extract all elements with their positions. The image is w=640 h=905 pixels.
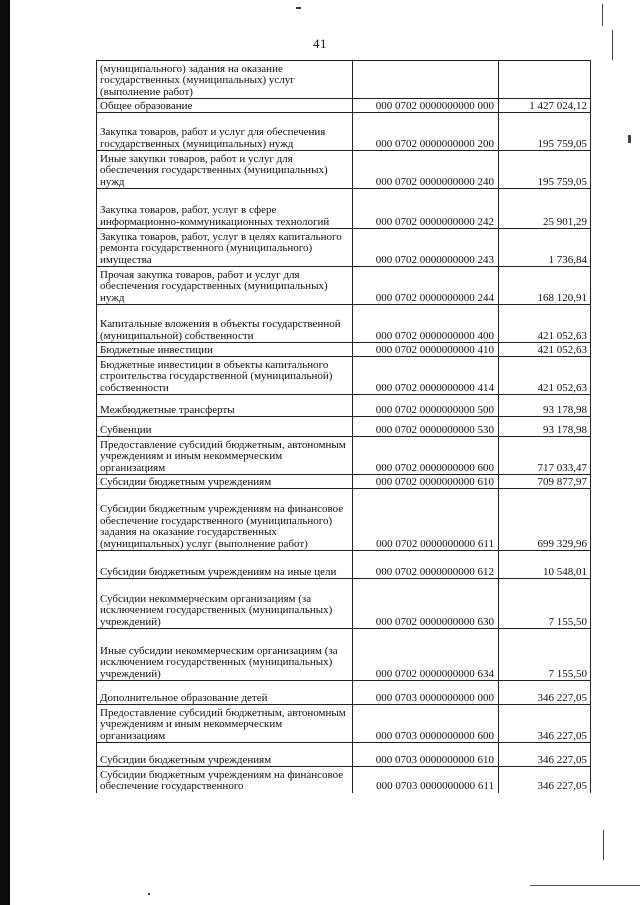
budget-code: 000 0702 0000000000 530 (353, 417, 499, 437)
budget-code: 000 0703 0000000000 611 (353, 767, 499, 793)
row-name: Субсидии бюджетным учреждениям на иные цели (97, 551, 353, 579)
row-amount: 421 052,63 (499, 357, 591, 395)
row-amount: 93 178,98 (499, 417, 591, 437)
row-amount: 346 227,05 (499, 743, 591, 767)
row-amount: 7 155,50 (499, 579, 591, 629)
row-name: Закупка товаров, работ, услуг в сфере информационно-коммуникационных технологий (97, 189, 353, 229)
table-row (97, 489, 591, 551)
row-amount: 709 877,97 (499, 475, 591, 489)
table-row (97, 61, 591, 99)
table-row (97, 395, 591, 417)
budget-code: 000 0702 0000000000 500 (353, 395, 499, 417)
row-name: Предоставление субсидий бюджетным, автономным учреждениям и иным некоммерческим организациям (97, 705, 353, 743)
row-name: Субсидии бюджетным учреждениям на финансовое обеспечение государственного (муниципального) задания на оказание государственных (муниципальных) услуг (выполнение работ) (97, 489, 353, 551)
budget-code: 000 0702 0000000000 600 (353, 437, 499, 475)
row-name: Бюджетные инвестиции (97, 343, 353, 357)
row-name: Иные закупки товаров, работ и услуг для обеспечения государственных (муниципальных) нужд (97, 151, 353, 189)
row-amount: 717 033,47 (499, 437, 591, 475)
row-name: Предоставление субсидий бюджетным, автономным учреждениям и иным некоммерческим организациям (97, 437, 353, 475)
row-amount: 346 227,05 (499, 681, 591, 705)
budget-code: 000 0702 0000000000 240 (353, 151, 499, 189)
row-amount: 195 759,05 (499, 151, 591, 189)
budget-code: 000 0702 0000000000 000 (353, 99, 499, 113)
budget-code: 000 0703 0000000000 610 (353, 743, 499, 767)
budget-code: 000 0702 0000000000 611 (353, 489, 499, 551)
row-amount: 346 227,05 (499, 705, 591, 743)
table-row (97, 629, 591, 681)
row-name: Иные субсидии некоммерческим организациям (за исключением государственных (муниципальных) учреждений) (97, 629, 353, 681)
table-row (97, 437, 591, 475)
row-name: (муниципального) задания на оказание государственных (муниципальных) услуг (выполнение работ) (97, 61, 353, 99)
row-name: Закупка товаров, работ, услуг в целях капитального ремонта государственного (муниципального) имущества (97, 229, 353, 267)
row-name: Субсидии бюджетным учреждениям на финансовое обеспечение государственного (97, 767, 353, 793)
row-name: Субсидии бюджетным учреждениям (97, 743, 353, 767)
budget-code: 000 0703 0000000000 000 (353, 681, 499, 705)
budget-code: 000 0702 0000000000 410 (353, 343, 499, 357)
row-amount: 421 052,63 (499, 305, 591, 343)
table-row (97, 305, 591, 343)
budget-code: 000 0702 0000000000 630 (353, 579, 499, 629)
row-amount: 25 901,29 (499, 189, 591, 229)
row-name: Субсидии бюджетным учреждениям (97, 475, 353, 489)
row-name: Общее образование (97, 99, 353, 113)
budget-code: 000 0702 0000000000 610 (353, 475, 499, 489)
row-amount: 421 052,63 (499, 343, 591, 357)
row-amount: 346 227,05 (499, 767, 591, 793)
row-amount: 699 329,96 (499, 489, 591, 551)
table-row (97, 767, 591, 793)
row-amount: 7 155,50 (499, 629, 591, 681)
scan-mark-right-4 (603, 830, 604, 860)
budget-code: 000 0702 0000000000 612 (353, 551, 499, 579)
table-row (97, 681, 591, 705)
row-name: Межбюджетные трансферты (97, 395, 353, 417)
budget-code: 000 0702 0000000000 634 (353, 629, 499, 681)
budget-code: 000 0702 0000000000 244 (353, 267, 499, 305)
row-name: Прочая закупка товаров, работ и услуг для обеспечения государственных (муниципальных) нужд (97, 267, 353, 305)
row-amount: 1 427 024,12 (499, 99, 591, 113)
table-row (97, 343, 591, 357)
budget-code: 000 0702 0000000000 243 (353, 229, 499, 267)
budget-code (353, 61, 499, 99)
row-amount: 93 178,98 (499, 395, 591, 417)
row-amount: 195 759,05 (499, 113, 591, 151)
budget-code: 000 0702 0000000000 242 (353, 189, 499, 229)
row-name: Капитальные вложения в объекты государственной (муниципальной) собственности (97, 305, 353, 343)
row-name: Бюджетные инвестиции в объекты капитального строительства государственной (муниципальной) собственности (97, 357, 353, 395)
row-amount: 10 548,01 (499, 551, 591, 579)
table-row (97, 579, 591, 629)
table-row (97, 475, 591, 489)
row-amount (499, 61, 591, 99)
table-row (97, 267, 591, 305)
table-row (97, 229, 591, 267)
scan-edge-left (0, 0, 10, 905)
row-name: Дополнительное образование детей (97, 681, 353, 705)
table-row (97, 705, 591, 743)
table-row (97, 551, 591, 579)
budget-code: 000 0703 0000000000 600 (353, 705, 499, 743)
table-row (97, 417, 591, 437)
scan-line-bottom (530, 885, 640, 886)
table-row (97, 357, 591, 395)
table-row (97, 151, 591, 189)
scan-mark-top (296, 7, 301, 9)
budget-code: 000 0702 0000000000 200 (353, 113, 499, 151)
row-name: Субсидии некоммерческим организациям (за исключением государственных (муниципальных) учреждений) (97, 579, 353, 629)
row-name: Субвенции (97, 417, 353, 437)
row-amount: 168 120,91 (499, 267, 591, 305)
row-amount: 1 736,84 (499, 229, 591, 267)
page-number: 41 (313, 36, 327, 51)
table-row (97, 113, 591, 151)
scan-mark-right-3 (628, 135, 631, 143)
row-name: Закупка товаров, работ и услуг для обеспечения государственных (муниципальных) нужд (97, 113, 353, 151)
scan-mark-right-1 (602, 4, 603, 26)
table-row (97, 99, 591, 113)
budget-code: 000 0702 0000000000 414 (353, 357, 499, 395)
table-row (97, 743, 591, 767)
budget-code: 000 0702 0000000000 400 (353, 305, 499, 343)
scan-dot-bottom (148, 893, 150, 895)
table-row (97, 189, 591, 229)
budget-table (96, 60, 591, 793)
